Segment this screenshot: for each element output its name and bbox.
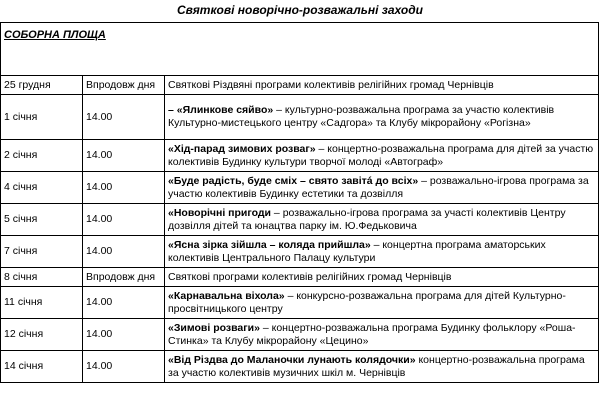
section-row xyxy=(1,23,599,76)
date-cell: 4 січня xyxy=(1,172,83,204)
table-row xyxy=(1,140,599,172)
time-cell: 14.00 xyxy=(83,140,165,172)
table-row xyxy=(1,236,599,268)
table-row xyxy=(1,319,599,351)
event-name: «Від Різдва до Маланочки лунають колядочки» xyxy=(168,353,416,366)
time-cell: 14.00 xyxy=(83,172,165,204)
table-row xyxy=(1,172,599,204)
table-row xyxy=(1,76,599,95)
event-cell xyxy=(165,351,599,383)
time-cell: Впродовж дня xyxy=(83,268,165,287)
event-cell xyxy=(165,140,599,172)
date-cell: 25 грудня xyxy=(1,76,83,95)
table-row xyxy=(1,204,599,236)
event-cell xyxy=(165,76,599,95)
event-cell xyxy=(165,172,599,204)
events-table xyxy=(0,22,599,383)
event-description: – концертна програма аматорських колективів Центрального Палацу культури xyxy=(168,238,546,264)
date-cell: 11 січня xyxy=(1,287,83,319)
event-cell xyxy=(165,95,599,140)
event-name: – «Ялинкове сяйво» xyxy=(168,104,274,116)
event-description: Святкові Різдвяні програми колективів релігійних громад Чернівців xyxy=(168,78,494,91)
section-cell xyxy=(1,23,599,76)
event-description: – культурно-розважальна програма за участю колективів Культурно-мистецького центру «Садгора» та Клубу мікрорайону «Рогізна» xyxy=(168,104,555,129)
time-cell: 14.00 xyxy=(83,351,165,383)
event-cell xyxy=(165,204,599,236)
time-cell: Впродовж дня xyxy=(83,76,165,95)
event-description: концертно-розважальна програма за участю колективів музичних шкіл м. Чернівців xyxy=(168,353,585,379)
date-cell: 12 січня xyxy=(1,319,83,351)
date-cell: 14 січня xyxy=(1,351,83,383)
event-description: – концертно-розважальна програма Будинку фольклору «Роша-Стинка» та Клубу мікрорайону «Цецино» xyxy=(168,321,576,347)
event-cell xyxy=(165,287,599,319)
table-row xyxy=(1,268,599,287)
event-cell xyxy=(165,319,599,351)
time-cell: 14.00 xyxy=(83,236,165,268)
date-cell: 5 січня xyxy=(1,204,83,236)
event-cell xyxy=(165,268,599,287)
date-cell: 2 січня xyxy=(1,140,83,172)
table-row xyxy=(1,95,599,140)
event-description: – концертно-розважальна програма для дітей за участю колективів Будинку культури творчої молоді «Автограф» xyxy=(168,142,594,168)
event-name: «Новорічні пригоди xyxy=(168,206,272,219)
document-title: Святкові новорічно-розважальні заходи xyxy=(176,3,424,17)
date-cell: 1 січня xyxy=(1,95,83,140)
event-name: «Буде радість, буде сміх – свято завітá до всіх» xyxy=(168,174,419,187)
event-name: «Хід-парад зимових розваг» xyxy=(168,142,316,155)
event-cell xyxy=(165,236,599,268)
event-description: – конкурсно-розважальна програма для дітей Культурно-просвітницького центру xyxy=(168,289,566,315)
time-cell: 14.00 xyxy=(83,95,165,140)
event-description: – розважально-ігрова програма за участю колективів Будинку естетики та дозвілля xyxy=(168,174,589,200)
date-cell: 8 січня xyxy=(1,268,83,287)
event-description: Святкові програми колективів релігійних громад Чернівців xyxy=(168,270,452,283)
time-cell: 14.00 xyxy=(83,204,165,236)
date-cell: 7 січня xyxy=(1,236,83,268)
section-title: СОБОРНА ПЛОЩА xyxy=(4,29,106,41)
table-row xyxy=(1,287,599,319)
event-description: – розважально-ігрова програма за участі колективів Центру дозвілля дітей та юнацтва парку ім. Ю.Федьковича xyxy=(168,206,566,232)
table-row xyxy=(1,351,599,383)
event-name: «Карнавальна віхола» xyxy=(168,289,285,302)
event-name: «Зимові розваги» xyxy=(168,321,260,334)
time-cell: 14.00 xyxy=(83,319,165,351)
event-name: «Ясна зірка зійшла – коляда прийшла» xyxy=(168,238,371,251)
time-cell: 14.00 xyxy=(83,287,165,319)
